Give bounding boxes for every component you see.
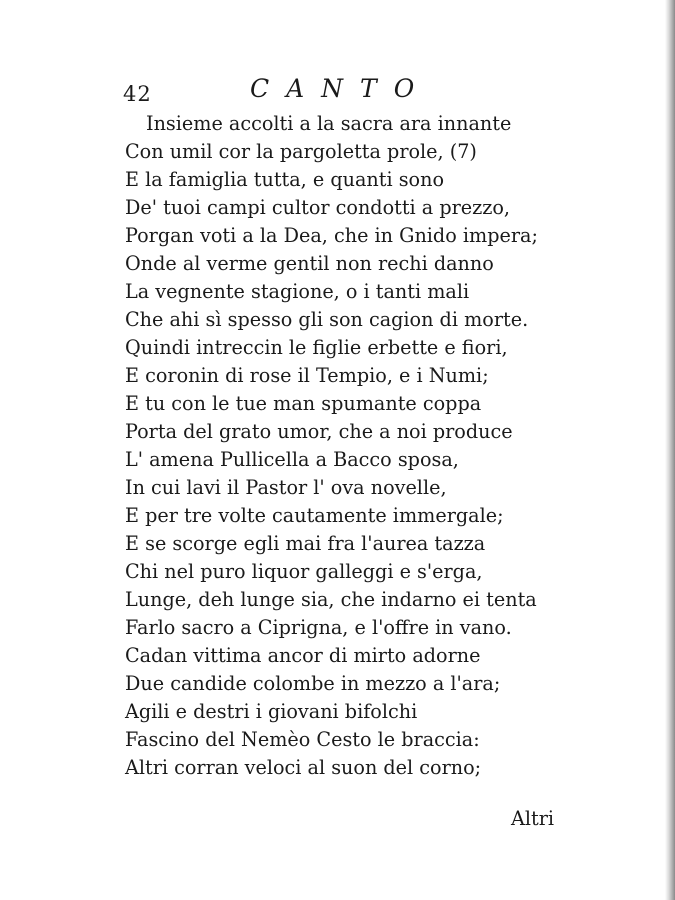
verse-line: E se scorge egli mai fra l'aurea tazza	[125, 532, 486, 555]
verse-line: Agili e destri i giovani bifolchi	[125, 700, 418, 723]
verse-line: E coronin di rose il Tempio, e i Numi;	[125, 364, 489, 387]
page-edge-shadow	[665, 0, 675, 900]
verse-line: Fascino del Nemèo Cesto le braccia:	[125, 728, 480, 751]
verse-line: Chi nel puro liquor galleggi e s'erga,	[125, 560, 483, 583]
verse-line: Due candide colombe in mezzo a l'ara;	[125, 672, 501, 695]
verse-line: E la famiglia tutta, e quanti sono	[125, 168, 445, 191]
running-title: CANTO	[250, 74, 432, 103]
catchword: Altri	[511, 807, 555, 830]
verse-line: La vegnente stagione, o i tanti mali	[125, 280, 470, 303]
verse-line: E per tre volte cautamente immergale;	[125, 504, 504, 527]
verse-line: Porgan voti a la Dea, che in Gnido impera;	[125, 224, 538, 247]
verse-line: Insieme accolti a la sacra ara innante	[146, 112, 512, 135]
verse-line: Farlo sacro a Ciprigna, e l'offre in vano.	[125, 616, 512, 639]
page-number: 42	[123, 82, 152, 106]
verse-line: Che ahi sì spesso gli son cagion di morte.	[125, 308, 529, 331]
verse-line: Quindi intreccin le figlie erbette e fiori,	[125, 336, 508, 359]
verse-line: Porta del grato umor, che a noi produce	[125, 420, 513, 443]
verse-line: Cadan vittima ancor di mirto adorne	[125, 644, 481, 667]
verse-line: In cui lavi il Pastor l' ova novelle,	[125, 476, 447, 499]
verse-line: E tu con le tue man spumante coppa	[125, 392, 482, 415]
verse-line: Onde al verme gentil non rechi danno	[125, 252, 494, 275]
verse-line: De' tuoi campi cultor condotti a prezzo,	[125, 196, 511, 219]
verse-line: Altri corran veloci al suon del corno;	[125, 756, 482, 779]
verse-line: Con umil cor la pargoletta prole, (7)	[125, 140, 477, 163]
verse-line: L' amena Pullicella a Bacco sposa,	[125, 448, 459, 471]
verse-line: Lunge, deh lunge sia, che indarno ei tenta	[125, 588, 537, 611]
